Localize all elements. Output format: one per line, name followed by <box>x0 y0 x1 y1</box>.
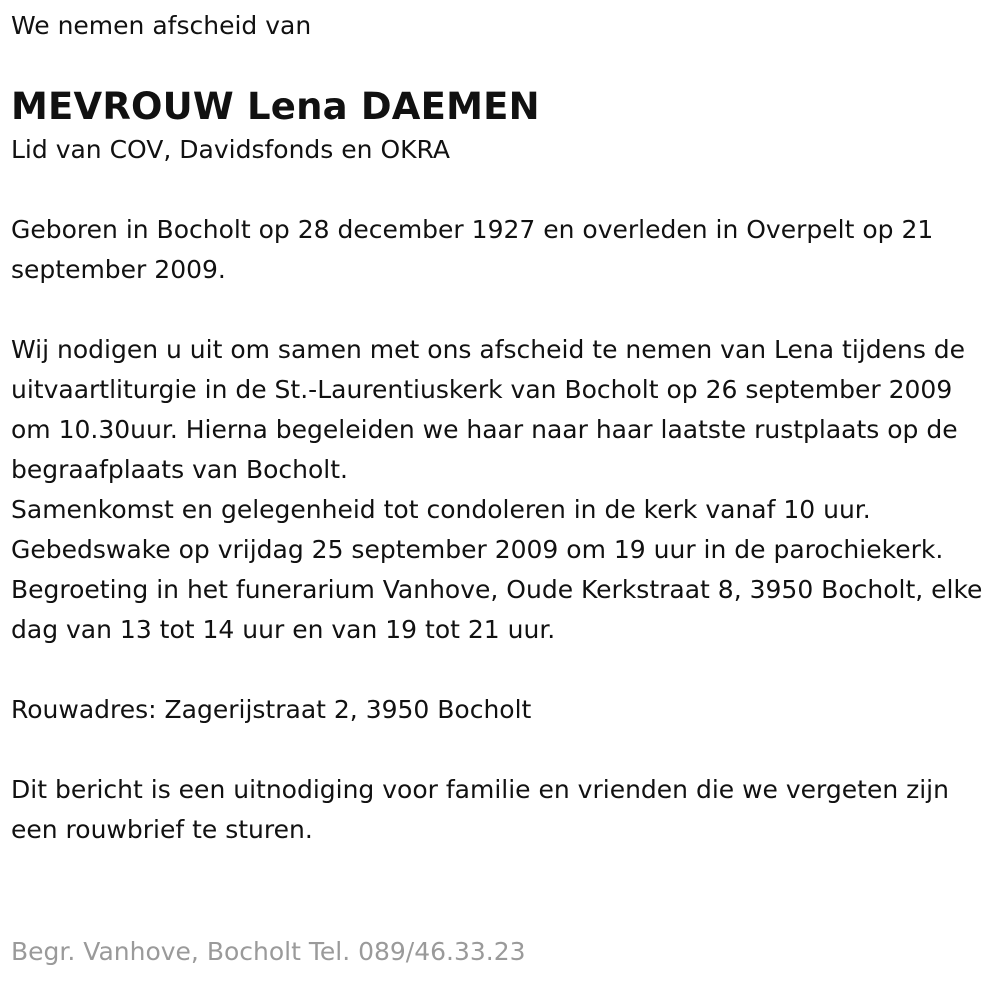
note-section <box>11 770 988 850</box>
membership-text: Lid van COV, Davidsfonds en OKRA <box>11 135 450 164</box>
ceremony-section <box>11 330 988 650</box>
birth-death-text: Geboren in Bocholt op 28 december 1927 en overleden in Overpelt op 21 september 2009. <box>11 215 934 284</box>
intro-text: We nemen afscheid van <box>11 11 312 40</box>
deceased-name: MEVROUW Lena DAEMEN <box>11 85 540 128</box>
mourning-address: Rouwadres: Zagerijstraat 2, 3950 Bocholt <box>11 695 532 724</box>
vigil-text: Gebedswake op vrijdag 25 september 2009 om 19 uur in de parochiekerk. <box>11 535 944 564</box>
funeral-home-footer: Begr. Vanhove, Bocholt Tel. 089/46.33.23 <box>11 937 526 966</box>
invitation-text: Wij nodigen u uit om samen met ons afscheid te nemen van Lena tijdens de uitvaartliturgie in de St.-Laurentiuskerk van Bocholt op 26 september 2009 om 10.30uur. Hierna begeleiden we haar naar haar laatste rustplaats op de begraafplaats van Bocholt. <box>11 335 966 484</box>
birth-death-section <box>11 210 988 290</box>
visitation-text: Begroeting in het funerarium Vanhove, Oude Kerkstraat 8, 3950 Bocholt, elke dag van 13 tot 14 uur en van 19 tot 21 uur. <box>11 575 983 644</box>
address-section <box>11 690 988 730</box>
gathering-text: Samenkomst en gelegenheid tot condoleren in de kerk vanaf 10 uur. <box>11 495 871 524</box>
invitation-note: Dit bericht is een uitnodiging voor familie en vrienden die we vergeten zijn een rouwbrief te sturen. <box>11 775 949 844</box>
